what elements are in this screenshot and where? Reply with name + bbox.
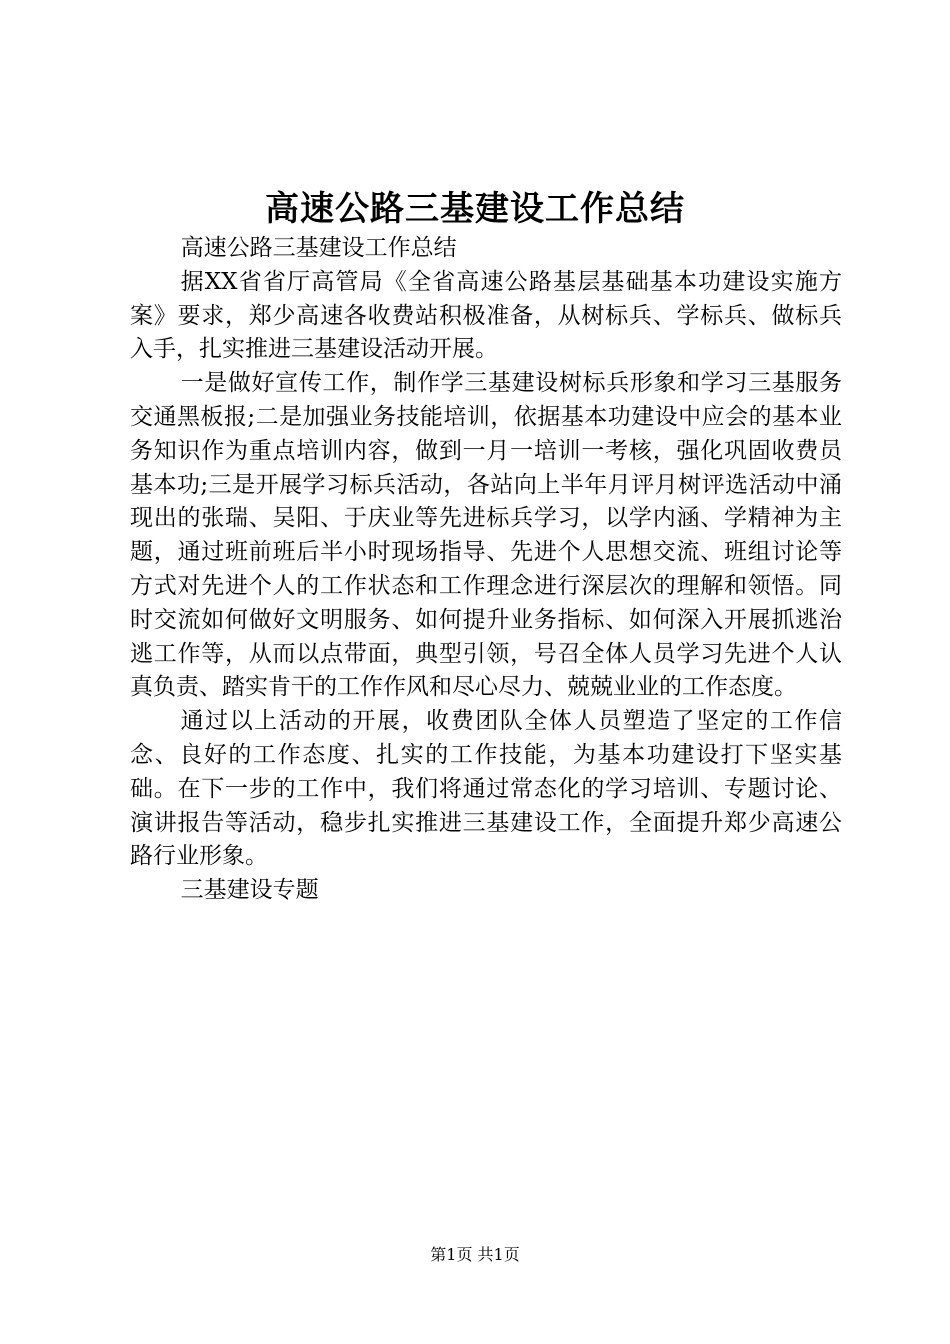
document-body <box>130 232 842 908</box>
paragraph-intro: 据XX省省厅高管局《全省高速公路基层基础基本功建设实施方案》要求，郑少高速各收费站积极准备，从树标兵、学标兵、做标兵入手，扎实推进三基建设活动开展。 <box>130 268 842 363</box>
paragraph-subtitle: 高速公路三基建设工作总结 <box>180 235 457 261</box>
paragraph-topic: 三基建设专题 <box>180 877 319 904</box>
page-number-footer: 第1页 共1页 <box>430 1245 520 1264</box>
paragraph-conclusion: 通过以上活动的开展，收费团队全体人员塑造了坚定的工作信念、良好的工作态度、扎实的工作技能，为基本功建设打下坚实基础。在下一步的工作中，我们将通过常态化的学习培训、专题讨论、演讲报告等活动，稳步扎实推进三基建设工作，全面提升郑少高速公路行业形象。 <box>130 708 842 870</box>
paragraph-activities: 一是做好宣传工作，制作学三基建设树标兵形象和学习三基服务交通黑板报;二是加强业务技能培训，依据基本功建设中应会的基本业务知识作为重点培训内容，做到一月一培训一考核，强化巩固收费员基本功;三是开展学习标兵活动，各站向上半年月评月树评选活动中涌现出的张瑞、吴阳、于庆业等先进标兵学习，以学内涵、学精神为主题，通过班前班后半小时现场指导、先进个人思想交流、班组讨论等方式对先进个人的工作状态和工作理念进行深层次的理解和领悟。同时交流如何做好文明服务、如何提升业务指标、如何深入开展抓逃治逃工作等，从而以点带面，典型引领，号召全体人员学习先进个人认真负责、踏实肯干的工作作风和尽心尽力、兢兢业业的工作态度。 <box>130 370 842 701</box>
document-title: 高速公路三基建设工作总结 <box>265 189 685 229</box>
